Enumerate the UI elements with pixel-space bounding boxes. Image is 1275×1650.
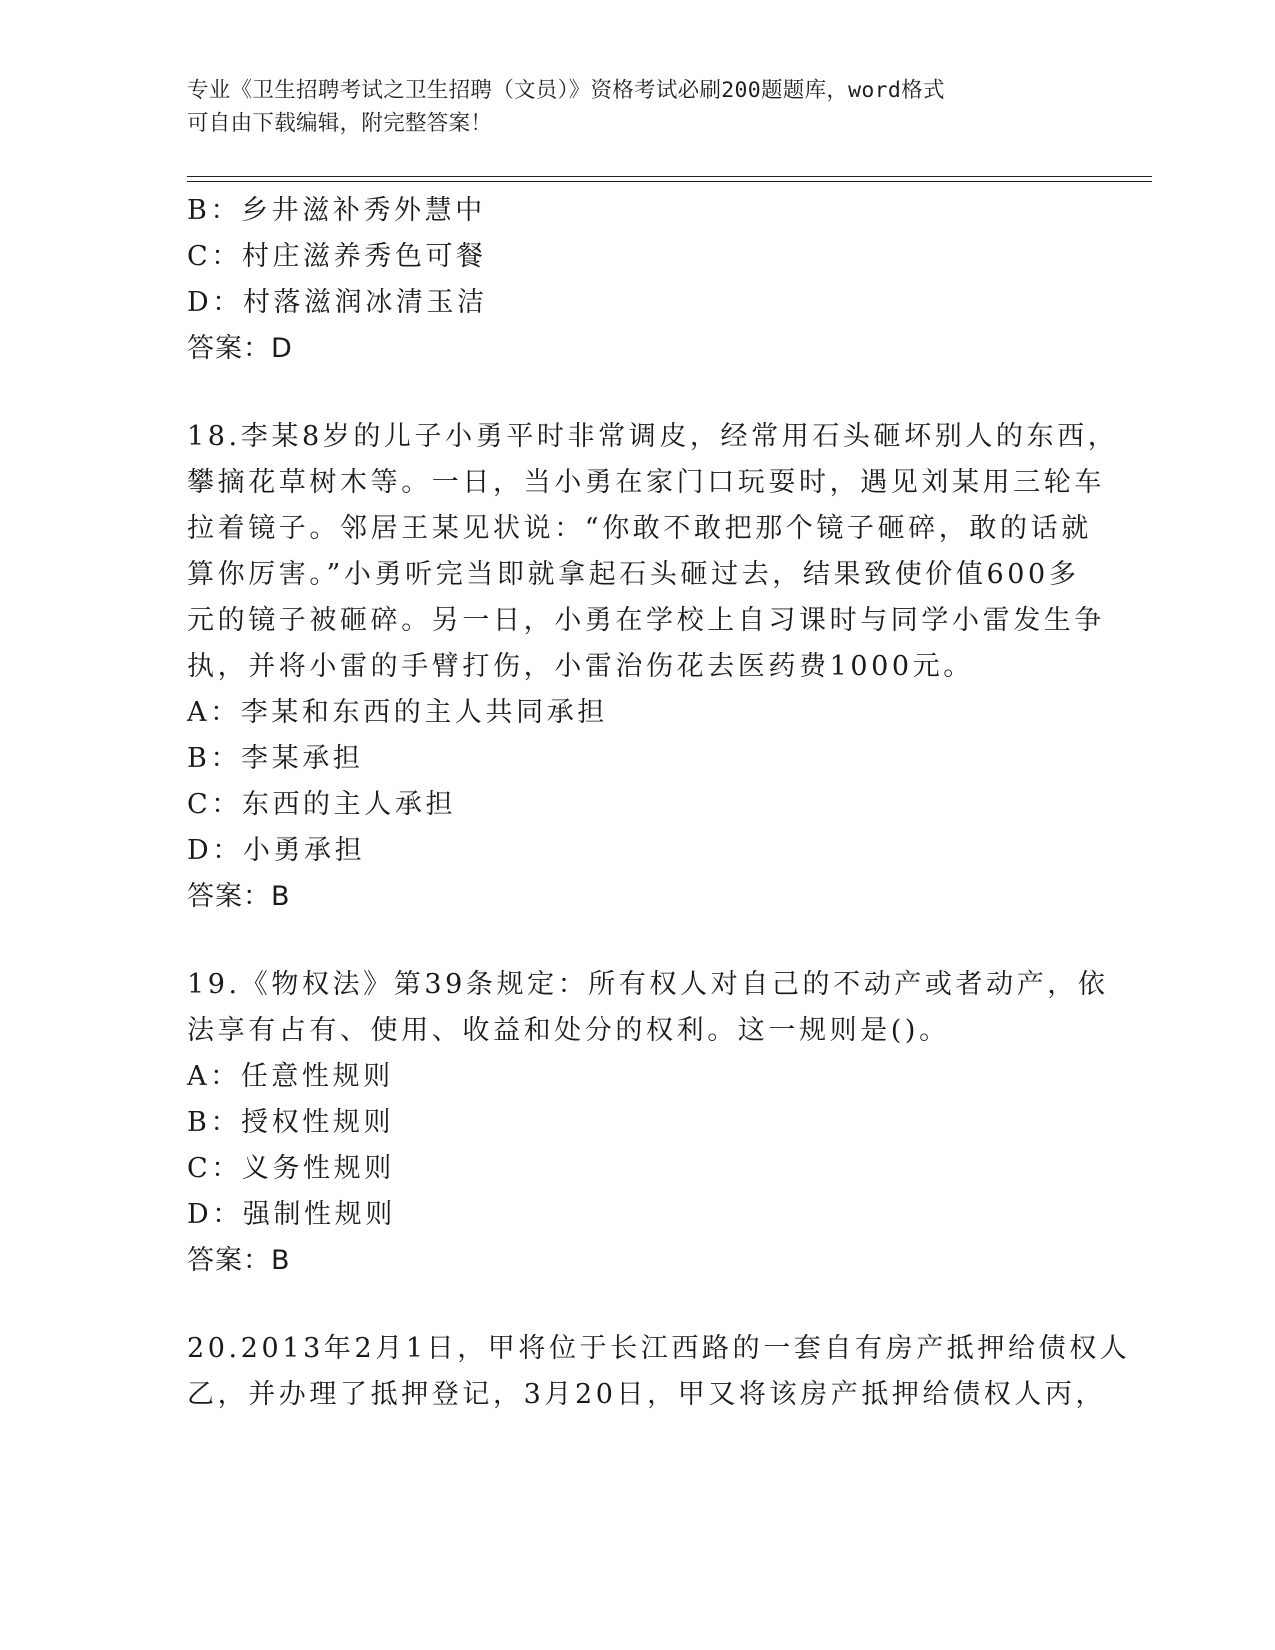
question-19 bbox=[187, 962, 1107, 1284]
question-content bbox=[187, 188, 1131, 1418]
header-line: 专业《卫生招聘考试之卫生招聘（文员）》资格考试必刷200题题库，word格式 bbox=[187, 78, 945, 103]
question-text-line: 法享有占有、使用、收益和处分的权利。这一规则是()。 bbox=[187, 1015, 950, 1046]
option-line: C：东西的主人承担 bbox=[187, 789, 457, 820]
answer-line: 答案：D bbox=[187, 333, 293, 364]
question-text-line: 20.2013年2月1日，甲将位于长江西路的一套自有房产抵押给债权人 bbox=[187, 1333, 1131, 1364]
option-line: C：义务性规则 bbox=[187, 1153, 395, 1184]
option-line: A：任意性规则 bbox=[187, 1061, 394, 1092]
option-line: D：村落滋润冰清玉洁 bbox=[187, 287, 488, 318]
header-line: 可自由下载编辑，附完整答案！ bbox=[187, 111, 493, 136]
answer-line: 答案：B bbox=[187, 1245, 291, 1276]
option-line: D：小勇承担 bbox=[187, 835, 366, 866]
header-divider bbox=[187, 181, 1152, 182]
question-18 bbox=[187, 414, 1119, 920]
header-divider bbox=[187, 176, 1152, 177]
option-line: A：李某和东西的主人共同承担 bbox=[187, 697, 608, 728]
option-line: B：授权性规则 bbox=[187, 1107, 395, 1138]
option-line: D：强制性规则 bbox=[187, 1199, 396, 1230]
page-header bbox=[187, 74, 1067, 140]
question-text-line: 执，并将小雷的手臂打伤，小雷治伤花去医药费1000元。 bbox=[187, 651, 974, 682]
question-20 bbox=[187, 1326, 1131, 1418]
question-text-line: 拉着镜子。邻居王某见状说：“你敢不敢把那个镜子砸碎，敢的话就 bbox=[187, 513, 1092, 544]
question-text-line: 攀摘花草树木等。一日，当小勇在家门口玩耍时，遇见刘某用三轮车 bbox=[187, 467, 1105, 498]
option-line: C：村庄滋养秀色可餐 bbox=[187, 241, 487, 272]
question-text-line: 算你厉害。”小勇听完当即就拿起石头砸过去，结果致使价值600多 bbox=[187, 559, 1080, 590]
option-line: B：乡井滋补秀外慧中 bbox=[187, 195, 486, 226]
answer-line: 答案：B bbox=[187, 881, 291, 912]
question-text-line: 乙，并办理了抵押登记，3月20日，甲又将该房产抵押给债权人丙， bbox=[187, 1379, 1107, 1410]
question-text-line: 元的镜子被砸碎。另一日，小勇在学校上自习课时与同学小雷发生争 bbox=[187, 605, 1105, 636]
question-text-line: 18.李某8岁的儿子小勇平时非常调皮，经常用石头砸坏别人的东西， bbox=[187, 421, 1119, 452]
question-17-tail bbox=[187, 188, 1107, 372]
question-text-line: 19.《物权法》第39条规定：所有权人对自己的不动产或者动产，依 bbox=[187, 969, 1109, 1000]
option-line: B：李某承担 bbox=[187, 743, 364, 774]
